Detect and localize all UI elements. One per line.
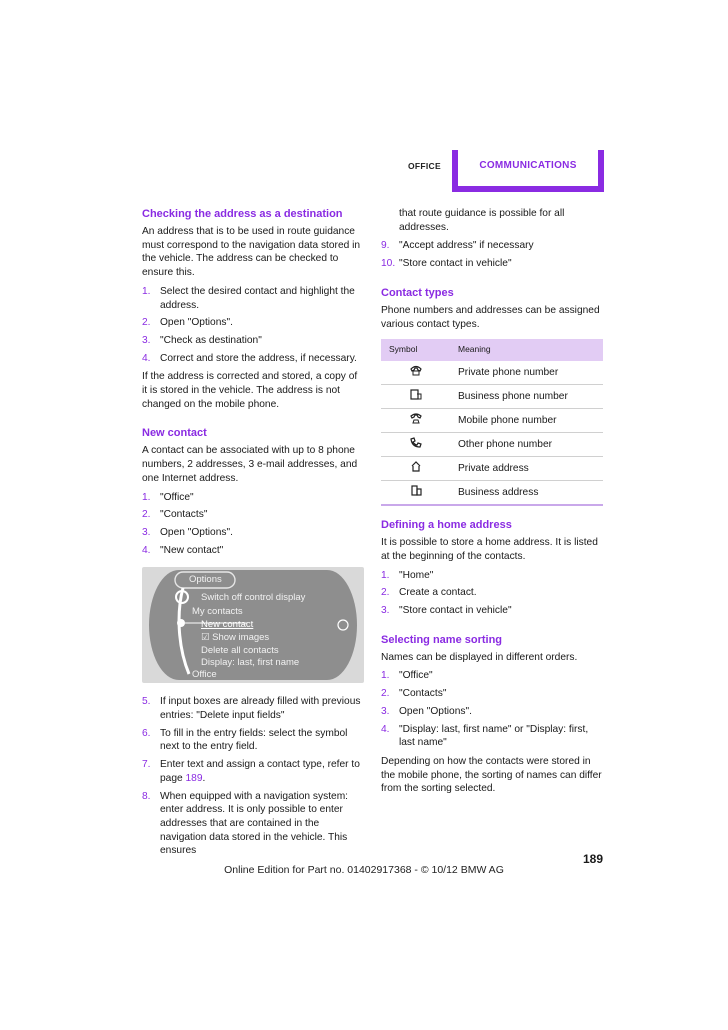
steps-list xyxy=(381,669,603,750)
list-item: 4. "New contact" xyxy=(142,544,224,556)
mobile-phone-icon xyxy=(409,412,423,424)
private-phone-icon xyxy=(409,364,423,376)
header-chapter-label: COMMUNICATIONS xyxy=(479,160,577,171)
list-item: 3. Open "Options". xyxy=(381,705,472,717)
page-number: 189 xyxy=(582,852,603,866)
screen-menu-item: Office xyxy=(192,669,217,681)
section-title-name-sorting: Selecting name sorting xyxy=(381,633,503,646)
list-item: 1. "Office" xyxy=(381,670,433,682)
footer: Online Edition for Part no. 01402917368 - © 10/12 BMW AG xyxy=(224,864,504,876)
paragraph: An address that is to be used in route guidance must correspond to the navigation data stored in the vehicle. The address can be checked to ensure this. xyxy=(142,226,361,279)
screen-menu-item: Switch off control display xyxy=(201,592,306,604)
header-section-label: OFFICE xyxy=(408,161,441,171)
list-item: 1. "Home" xyxy=(381,569,434,581)
paragraph: A contact can be associated with up to 8 phone numbers, 2 addresses, 3 e-mail addresses, and one Internet address. xyxy=(142,445,358,484)
table-row xyxy=(381,361,603,385)
contact-type-meaning: Business address xyxy=(450,481,603,506)
screen-menu-item: ☑ Show images xyxy=(201,632,270,644)
screen-options-header: Options xyxy=(189,574,222,586)
table-row xyxy=(381,481,603,506)
section-title-new-contact: New contact xyxy=(142,427,207,440)
paragraph: Phone numbers and addresses can be assigned various contact types. xyxy=(381,304,600,330)
steps-list xyxy=(381,239,603,270)
list-item: 1. "Office" xyxy=(142,491,194,503)
idrive-screenshot xyxy=(142,567,364,683)
list-item: 5. If input boxes are already filled with previous entries: "Delete input fields" xyxy=(142,696,361,722)
list-item: 4. Correct and store the address, if necessary. xyxy=(142,352,357,364)
list-item: 2. "Contacts" xyxy=(142,509,208,521)
table-row xyxy=(381,409,603,433)
list-item: 2. "Contacts" xyxy=(381,688,447,700)
paragraph: Names can be displayed in different orders. xyxy=(381,651,578,663)
steps-list xyxy=(142,285,364,366)
contact-types-table xyxy=(381,339,603,506)
table-row xyxy=(381,385,603,409)
list-item: 7. Enter text and assign a contact type, refer to page 189. xyxy=(142,759,360,784)
contact-type-meaning: Business phone number xyxy=(450,385,603,409)
left-column xyxy=(142,207,364,863)
list-item: 3. "Store contact in vehicle" xyxy=(381,605,512,617)
table-header-meaning: Meaning xyxy=(450,339,603,361)
checkbox-icon: ☑ xyxy=(201,632,213,644)
paragraph: Depending on how the contacts were stored in the mobile phone, the sorting of names can differ from the sorting selected. xyxy=(381,755,602,795)
list-item: 9. "Accept address" if necessary xyxy=(381,240,534,252)
page-link[interactable]: 189 xyxy=(185,772,203,784)
private-address-icon xyxy=(409,460,423,472)
right-column xyxy=(381,207,603,801)
contact-type-meaning: Other phone number xyxy=(450,433,603,457)
table-header-symbol: Symbol xyxy=(381,339,450,361)
business-phone-icon xyxy=(409,388,423,400)
list-item: 2. Open "Options". xyxy=(142,317,233,329)
paragraph: It is possible to store a home address. It is listed at the beginning of the contacts. xyxy=(381,537,598,562)
business-address-icon xyxy=(409,484,423,496)
list-item: 1. Select the desired contact and highlight the address. xyxy=(142,285,355,311)
contact-type-meaning: Private phone number xyxy=(450,361,603,385)
section-title-contact-types: Contact types xyxy=(381,286,454,299)
list-item: 10. "Store contact in vehicle" xyxy=(381,258,512,270)
list-item: 2. Create a contact. xyxy=(381,587,477,599)
screen-menu-item: My contacts xyxy=(192,606,243,618)
contact-type-meaning: Mobile phone number xyxy=(450,409,603,433)
paragraph: If the address is corrected and stored, a copy of it is stored in the vehicle. The address is not changed on the mobile phone. xyxy=(142,371,358,410)
list-item: 6. To fill in the entry fields: select the symbol next to the entry field. xyxy=(142,727,348,753)
header-chapter-tab xyxy=(452,150,604,192)
list-item: 3. "Check as destination" xyxy=(142,334,262,346)
table-row xyxy=(381,433,603,457)
other-phone-icon xyxy=(409,436,423,448)
screen-menu-item: Display: last, first name xyxy=(201,657,300,669)
steps-list xyxy=(381,569,603,618)
screen-menu-item: Delete all contacts xyxy=(201,645,279,657)
list-item: 4. "Display: last, first name" or "Display: first, last name" xyxy=(381,723,589,749)
table-row xyxy=(381,457,603,481)
steps-list xyxy=(142,695,364,858)
section-title-home-address: Defining a home address xyxy=(381,519,512,532)
list-item: 3. Open "Options". xyxy=(142,526,233,538)
screen-menu-item-selected: New contact xyxy=(201,619,254,631)
steps-list xyxy=(142,491,364,558)
section-title-check-destination: Checking the address as a destination xyxy=(142,208,343,220)
paragraph: that route guidance is possible for all addresses. xyxy=(399,208,565,233)
contact-type-meaning: Private address xyxy=(450,457,603,481)
list-item: 8. When equipped with a navigation system: enter address. It is only possible to enter addresses that are contained in the navigation data stored in the vehicle. This ensures xyxy=(142,790,349,857)
